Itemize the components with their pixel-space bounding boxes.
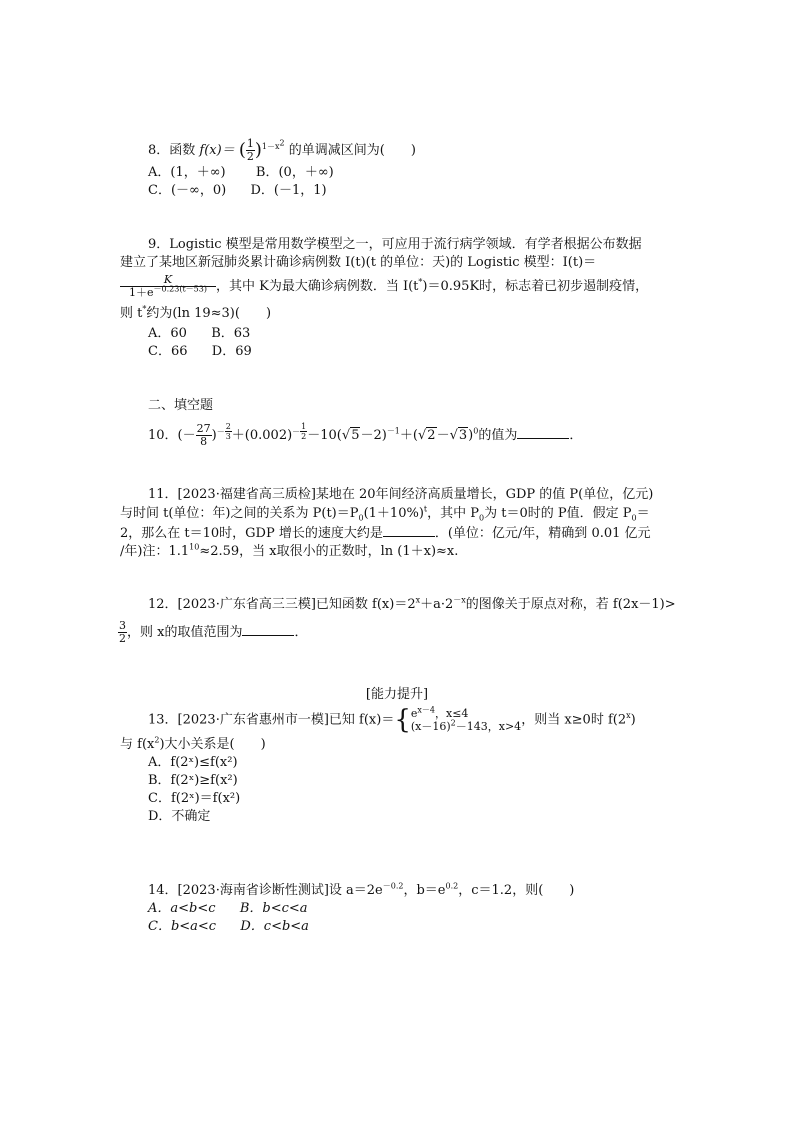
q11-line2: 与时间 t(单位：年)之间的关系为 $P(t)=P_0(1+10\%)^t$，其中 $P_0$为 t＝0时的 P值．假定 $P_0=$ bbox=[120, 504, 650, 523]
q8-option-a: A．(1，＋∞) bbox=[148, 165, 226, 180]
q8-option-d: D．(－1，1) bbox=[250, 183, 327, 198]
q8-fx: f(x)＝ bbox=[199, 143, 235, 158]
q9-model-fraction: $\frac{K}{1+e^{-0.23(t-53)}}$ bbox=[120, 274, 216, 299]
q8-option-c: C．(－∞，0) bbox=[148, 183, 227, 198]
q13-piecewise: $e^{x-4}$，x≤4 $(x-16)^2-143$，x>4 bbox=[410, 705, 522, 733]
q11-line4: /年)注：$1.1^{10}\approx 2.59$，当 x取很小的正数时，ln (1＋x)≈x. bbox=[120, 542, 459, 559]
q8-exponent: 1－x2 bbox=[261, 138, 285, 151]
q10-line: 10．(－ $\frac{27}{8}$ )$^{- \frac{2}{3}}$ $+(0.002)^{- \frac{1}{2}}$ $-10(√5-2)^{-1}+(√2-√3)^0$的值为 ． bbox=[148, 421, 583, 448]
q13-brace: { bbox=[394, 705, 411, 735]
q14-options-row1 bbox=[148, 900, 308, 918]
q8-paren-close: ) bbox=[254, 139, 262, 161]
q8-half-fraction: $\frac{1}{2}$ bbox=[246, 137, 254, 163]
q14-line1: 14．[2023·海南省诊断性测试]设 $a=2e^{-0.2}$，$b=e^{0.2}$，c＝1.2，则( ) bbox=[148, 881, 575, 898]
q14-option-d: D．c<b<a bbox=[240, 919, 309, 934]
q12-line1: 12．[2023·广东省高三三模]已知函数 $f(x)=2^x+a\cdot 2^{-x}$的图像关于原点对称，若 f(2x－1)> bbox=[148, 595, 676, 612]
q13-option-c: C．f(2ˣ)＝f(x²) bbox=[148, 791, 241, 806]
q12-fraction-3-2: $\frac{3}{2}$ bbox=[119, 619, 126, 645]
q13-option-b: B．f(2ˣ)≥f(x²) bbox=[148, 773, 238, 788]
q13-line1: 13．[2023·广东省惠州市一模]已知 f(x)＝{ $e^{x-4}$，x≤4 $(x-16)^2-143$，x>4 ，则当 x≥0时 f(2$^x$) bbox=[148, 705, 636, 735]
section-fill-blank-heading: 二、填空题 bbox=[148, 398, 214, 413]
q13-line2: 与 $f(x^2)$大小关系是( ) bbox=[120, 735, 266, 752]
q8-option-b: B．(0，＋∞) bbox=[255, 165, 334, 180]
q9-options-row1 bbox=[148, 325, 250, 343]
q8-stem-pre: 8．函数 bbox=[148, 143, 196, 158]
section-advanced-heading: [能力提升] bbox=[365, 687, 429, 702]
q12-answer-blank bbox=[242, 623, 294, 636]
q14-option-a: A．a<b<c bbox=[148, 901, 216, 916]
q9-line2: 建立了某地区新冠肺炎累计确诊病例数 I(t)(t 的单位：天)的 Logistic 模型：I(t)＝ bbox=[120, 255, 597, 270]
q10-answer-blank bbox=[517, 426, 569, 439]
q14-options-row2 bbox=[148, 918, 309, 936]
q8-options-row2 bbox=[148, 182, 327, 200]
q12-line2: $\frac{3}{2}$ ，则 x的取值范围为 ． bbox=[119, 619, 308, 645]
q14-option-b: B．b<c<a bbox=[239, 901, 308, 916]
q11-answer-blank bbox=[383, 524, 435, 537]
q9-option-a: A．60 bbox=[148, 326, 187, 341]
q9-line3: $\frac{K}{1+e^{-0.23(t-53)}}$ ，其中 K为最大确诊病例数．当 I(t*)＝0.95K时，标志着已初步遏制疫情， bbox=[120, 274, 648, 299]
q8-options-row1 bbox=[148, 164, 334, 182]
q8-stem-post: 的单调减区间为( ) bbox=[288, 143, 416, 158]
q8-paren-open: ( bbox=[238, 139, 246, 161]
q13-option-d: D．不确定 bbox=[148, 809, 211, 824]
q9-option-c: C．66 bbox=[148, 344, 188, 359]
q9-option-b: B．63 bbox=[211, 326, 251, 341]
q11-line3: 2，那么在 t＝10时，GDP 增长的速度大约是 ．(单位：亿元/年，精确到 0.01 亿元 bbox=[120, 526, 651, 541]
q14-option-c: C．b<a<c bbox=[148, 919, 217, 934]
q10-fraction-27-8: $\frac{27}{8}$ bbox=[196, 421, 211, 448]
q9-options-row2 bbox=[148, 343, 252, 361]
q9-line4: 则 t*约为(ln 19≈3)( ) bbox=[120, 304, 272, 321]
q13-option-a: A．f(2ˣ)≤f(x²) bbox=[148, 755, 238, 770]
q11-line1: 11．[2023·福建省高三质检]某地在 20年间经济高质量增长，GDP 的值 P(单位，亿元) bbox=[148, 487, 654, 502]
q9-option-d: D．69 bbox=[211, 344, 252, 359]
q8-stem bbox=[148, 138, 416, 163]
q9-line1: 9．Logistic 模型是常用数学模型之一，可应用于流行病学领域．有学者根据公布数据 bbox=[148, 237, 642, 252]
